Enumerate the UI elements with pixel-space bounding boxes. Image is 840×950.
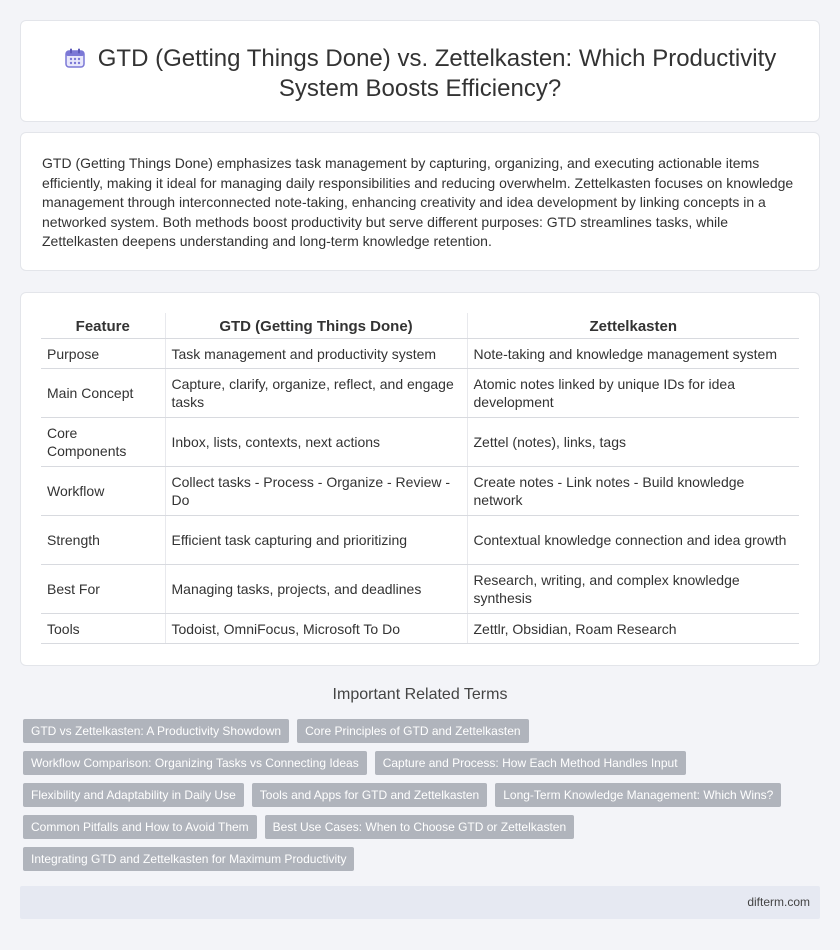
row-feature: Main Concept bbox=[41, 369, 165, 418]
row-gtd: Efficient task capturing and prioritizing bbox=[165, 516, 467, 565]
row-gtd: Collect tasks - Process - Organize - Review - Do bbox=[165, 467, 467, 516]
row-gtd: Task management and productivity system bbox=[165, 339, 467, 369]
header-feature: Feature bbox=[41, 313, 165, 339]
row-zettelkasten: Atomic notes linked by unique IDs for idea development bbox=[467, 369, 799, 418]
row-gtd: Todoist, OmniFocus, Microsoft To Do bbox=[165, 614, 467, 644]
row-zettelkasten: Zettel (notes), links, tags bbox=[467, 418, 799, 467]
row-zettelkasten: Zettlr, Obsidian, Roam Research bbox=[467, 614, 799, 644]
table-row bbox=[41, 467, 799, 516]
tag-row bbox=[23, 815, 813, 839]
header-zettelkasten: Zettelkasten bbox=[467, 313, 799, 339]
table-row bbox=[41, 418, 799, 467]
row-feature: Core Components bbox=[41, 418, 165, 467]
tag-row bbox=[23, 719, 813, 743]
footer bbox=[20, 886, 820, 919]
table-row bbox=[41, 516, 799, 565]
table-row bbox=[41, 369, 799, 418]
summary-card bbox=[20, 132, 820, 271]
related-term-tag[interactable]: Tools and Apps for GTD and Zettelkasten bbox=[252, 783, 487, 807]
page-title: GTD (Getting Things Done) vs. Zettelkasten: Which Productivity System Boosts Efficiency? bbox=[97, 45, 777, 102]
row-zettelkasten: Note-taking and knowledge management system bbox=[467, 339, 799, 369]
header-gtd: GTD (Getting Things Done) bbox=[165, 313, 467, 339]
comparison-table bbox=[41, 313, 799, 644]
tag-row bbox=[23, 847, 813, 871]
header-card bbox=[20, 20, 820, 122]
row-zettelkasten: Create notes - Link notes - Build knowledge network bbox=[467, 467, 799, 516]
related-term-tag[interactable]: Core Principles of GTD and Zettelkasten bbox=[297, 719, 528, 743]
calendar-icon bbox=[64, 47, 86, 69]
related-term-tag[interactable]: Integrating GTD and Zettelkasten for Maximum Productivity bbox=[23, 847, 354, 871]
row-feature: Strength bbox=[41, 516, 165, 565]
table-row bbox=[41, 565, 799, 614]
table-row bbox=[41, 339, 799, 369]
table-row bbox=[41, 614, 799, 644]
row-feature: Workflow bbox=[41, 467, 165, 516]
tag-row bbox=[23, 783, 813, 807]
row-feature: Purpose bbox=[41, 339, 165, 369]
page-title-wrap bbox=[21, 44, 819, 104]
row-zettelkasten: Research, writing, and complex knowledge synthesis bbox=[467, 565, 799, 614]
row-gtd: Capture, clarify, organize, reflect, and engage tasks bbox=[165, 369, 467, 418]
row-feature: Tools bbox=[41, 614, 165, 644]
related-term-tag[interactable]: Best Use Cases: When to Choose GTD or Zettelkasten bbox=[265, 815, 574, 839]
footer-site-link[interactable]: difterm.com bbox=[747, 895, 810, 909]
summary-text: GTD (Getting Things Done) emphasizes task management by capturing, organizing, and executing actionable items efficiently, making it ideal for managing daily responsibilities and reducing overwhelm. Zettelkasten focuses on knowledge management through interconnected note-taking, enhancing creativity and idea development by linking concepts in a networked system. Both methods boost productivity but serve different purposes: GTD streamlines tasks, while Zettelkasten deepens understanding and long-term knowledge retention. bbox=[42, 155, 794, 250]
row-gtd: Inbox, lists, contexts, next actions bbox=[165, 418, 467, 467]
row-zettelkasten: Contextual knowledge connection and idea growth bbox=[467, 516, 799, 565]
row-feature: Best For bbox=[41, 565, 165, 614]
related-terms-list bbox=[23, 719, 813, 879]
related-term-tag[interactable]: Long-Term Knowledge Management: Which Wins? bbox=[495, 783, 781, 807]
related-term-tag[interactable]: Workflow Comparison: Organizing Tasks vs Connecting Ideas bbox=[23, 751, 367, 775]
comparison-card bbox=[20, 292, 820, 666]
row-gtd: Managing tasks, projects, and deadlines bbox=[165, 565, 467, 614]
related-term-tag[interactable]: Flexibility and Adaptability in Daily Use bbox=[23, 783, 244, 807]
related-term-tag[interactable]: GTD vs Zettelkasten: A Productivity Showdown bbox=[23, 719, 289, 743]
related-term-tag[interactable]: Common Pitfalls and How to Avoid Them bbox=[23, 815, 257, 839]
related-term-tag[interactable]: Capture and Process: How Each Method Handles Input bbox=[375, 751, 686, 775]
table-header-row bbox=[41, 313, 799, 339]
tag-row bbox=[23, 751, 813, 775]
related-terms-title: Important Related Terms bbox=[332, 686, 508, 703]
